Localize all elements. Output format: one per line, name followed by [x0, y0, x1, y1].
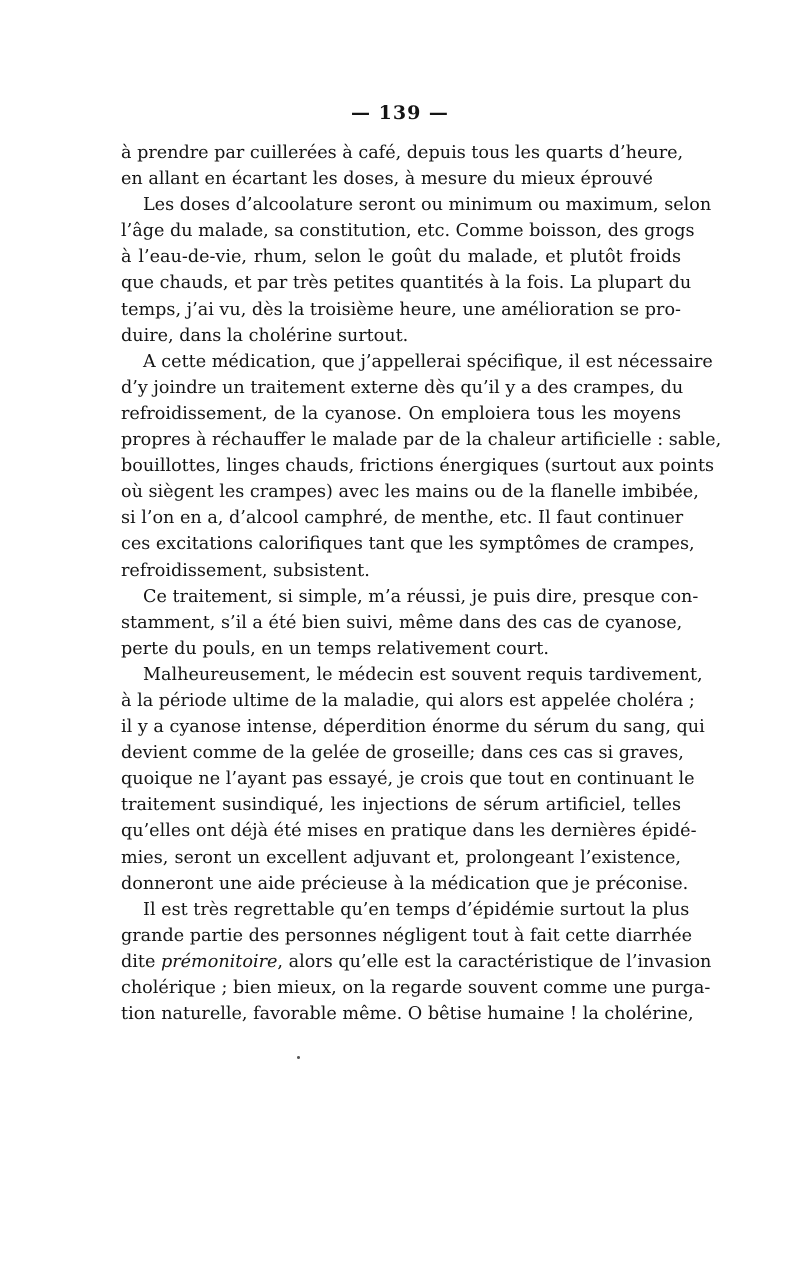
text-segment: dite [121, 951, 161, 972]
text-line: cholérique ; bien mieux, on la regarde souvent comme une purga- [121, 978, 711, 998]
text-line: à prendre par cuillerées à café, depuis tous les quarts d’heure, [121, 143, 684, 163]
text-line: traitement susindiqué, les injections de sérum artificiel, telles [121, 795, 681, 816]
text-line: que chauds, et par très petites quantités à la fois. La plupart du [121, 273, 692, 294]
text-line: si l’on en a, d’alcool camphré, de menthe, etc. Il faut continuer [121, 508, 684, 529]
text-line: propres à réchauffer le malade par de la chaleur artificielle : sable, [121, 430, 722, 451]
text-line: mies, seront un excellent adjuvant et, prolongeant l’existence, [121, 847, 681, 868]
text-line: devient comme de la gelée de groseille; dans ces cas si graves, [121, 743, 684, 764]
text-line: l’âge du malade, sa constitution, etc. Comme boisson, des grogs [121, 221, 695, 242]
text-line: Les doses d’alcoolature seront ou minimum ou maximum, selon [143, 195, 712, 216]
text-line: bouillottes, linges chauds, frictions énergiques (surtout aux points [121, 456, 715, 477]
page-number: — 139 — [351, 102, 449, 124]
text-line: perte du pouls, en un temps relativement court. [121, 638, 549, 659]
text-line: donneront une aide précieuse à la médication que je préconise. [121, 873, 689, 894]
body-text [121, 140, 722, 1027]
text-line: tion naturelle, favorable même. O bêtise humaine ! la cholérine, [121, 1004, 694, 1025]
text-line: à la période ultime de la maladie, qui alors est appelée choléra ; [121, 690, 695, 711]
text-line: où siègent les crampes) avec les mains ou de la flanelle imbibée, [121, 482, 699, 503]
ink-speck [297, 1056, 300, 1059]
text-line: Malheureusement, le médecin est souvent requis tardivement, [143, 664, 703, 685]
text-line: grande partie des personnes négligent tout à fait cette diarrhée [121, 925, 693, 946]
text-line [121, 949, 712, 975]
text-line: stamment, s’il a été bien suivi, même dans des cas de cyanose, [121, 612, 683, 633]
text-line: qu’elles ont déjà été mises en pratique dans les dernières épidé- [121, 821, 697, 842]
text-line: refroidissement, subsistent. [121, 560, 370, 581]
text-line: quoique ne l’ayant pas essayé, je crois que tout en continuant le [121, 769, 695, 790]
text-line: ces excitations calorifiques tant que les symptômes de crampes, [121, 534, 695, 555]
text-line: A cette médication, que j’appellerai spécifique, il est nécessaire [143, 351, 713, 372]
text-line: Il est très regrettable qu’en temps d’épidémie surtout la plus [143, 899, 690, 920]
italic-term: prémonitoire [160, 951, 278, 972]
text-line: d’y joindre un traitement externe dès qu’il y a des crampes, du [121, 377, 684, 398]
text-line: il y a cyanose intense, déperdition énorme du sérum du sang, qui [121, 717, 705, 738]
text-line: Ce traitement, si simple, m’a réussi, je puis dire, presque con- [143, 586, 699, 607]
text-line: en allant en écartant les doses, à mesure du mieux éprouvé [121, 169, 653, 190]
text-segment: , alors qu’elle est la caractéristique de l’invasion [277, 951, 712, 972]
text-line: temps, j’ai vu, dès la troisième heure, une amélioration se pro- [121, 299, 681, 320]
text-line: à l’eau-de-vie, rhum, selon le goût du malade, et plutôt froids [121, 247, 681, 268]
text-line: duire, dans la cholérine surtout. [121, 325, 409, 346]
text-line: refroidissement, de la cyanose. On emploiera tous les moyens [121, 403, 681, 424]
